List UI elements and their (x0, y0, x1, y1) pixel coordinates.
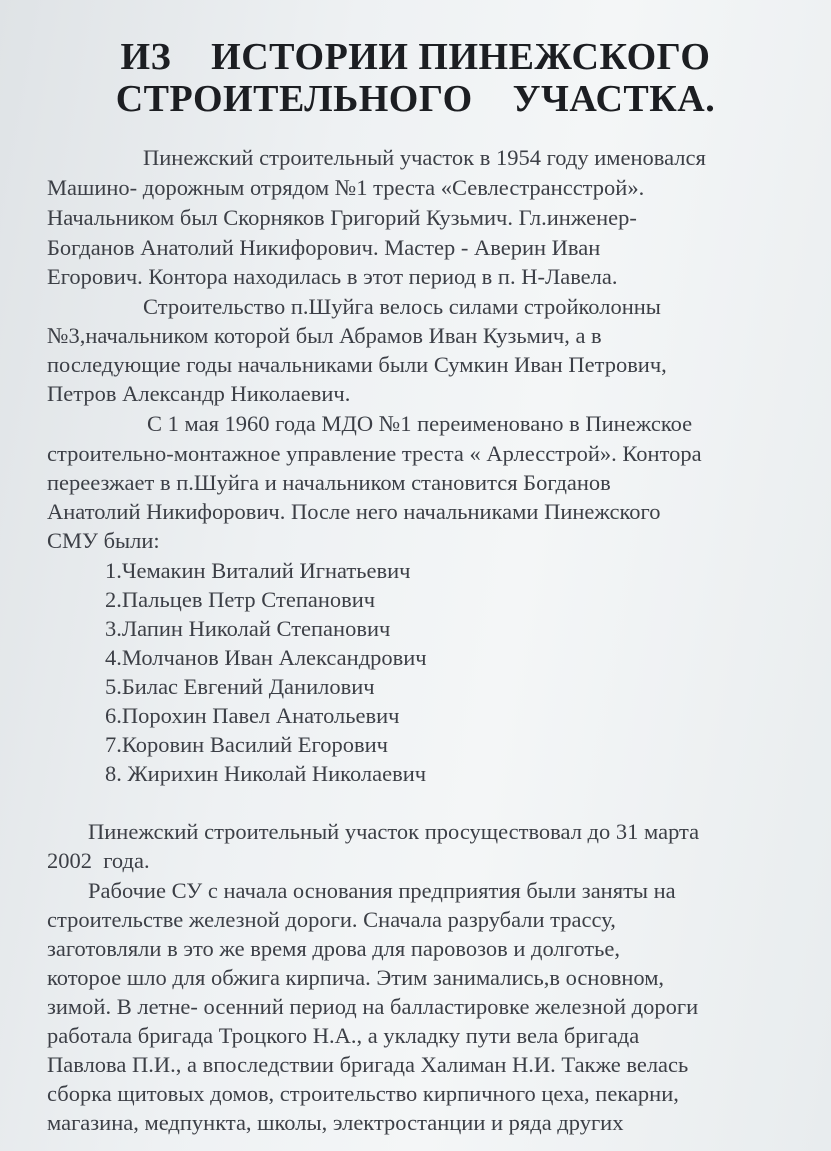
paragraph-3-line: Анатолий Никифорович. После него начальниками Пинежского (47, 499, 661, 524)
paragraph-1-line: Егорович. Контора находилась в этот период в п. Н-Лавела. (47, 264, 618, 289)
paragraph-2-line: Строительство п.Шуйга велось силами стройколонны (143, 294, 661, 319)
list-item: 6.Порохин Павел Анатольевич (105, 703, 400, 728)
list-item: 3.Лапин Николай Степанович (105, 616, 391, 641)
paragraph-5-line: Рабочие СУ с начала основания предприятия были заняты на (88, 878, 676, 903)
list-item: 2.Пальцев Петр Степанович (105, 587, 376, 612)
paragraph-3-line: СМУ были: (47, 528, 160, 553)
paragraph-1-line: Начальником был Скорняков Григорий Кузьмич. Гл.инженер- (47, 205, 637, 230)
paragraph-5-line: заготовляли в это же время дрова для паровозов и долготье, (47, 936, 620, 961)
paragraph-4-line: Пинежский строительный участок просуществовал до 31 марта (88, 819, 700, 844)
paragraph-3-line: С 1 мая 1960 года МДО №1 переименовано в Пинежское (147, 411, 693, 436)
paragraph-2-line: Петров Александр Николаевич. (47, 381, 351, 406)
paragraph-5-line: магазина, медпункта, школы, электростанции и ряда других (47, 1110, 624, 1135)
list-item: 1.Чемакин Виталий Игнатьевич (105, 558, 411, 583)
document-title-line-2: СТРОИТЕЛЬНОГО УЧАСТКА. (115, 78, 716, 120)
document-title-line-1: ИЗ ИСТОРИИ ПИНЕЖСКОГО (120, 36, 711, 78)
paragraph-1-line: Пинежский строительный участок в 1954 году именовался (143, 145, 706, 170)
list-item: 8. Жирихин Николай Николаевич (105, 761, 427, 786)
paragraph-3-line: строительно-монтажное управление треста « Арлесстрой». Контора (47, 441, 702, 466)
paragraph-2-line: №3,начальником которой был Абрамов Иван Кузьмич, а в (47, 323, 602, 348)
paragraph-5-line: сборка щитовых домов, строительство кирпичного цеха, пекарни, (47, 1081, 679, 1106)
paragraph-5-line: зимой. В летне- осенний период на балластировке железной дороги (47, 994, 699, 1019)
paragraph-5-line: работала бригада Троцкого Н.А., а укладку пути вела бригада (47, 1023, 640, 1048)
paragraph-1-line: Богданов Анатолий Никифорович. Мастер - Аверин Иван (47, 235, 601, 260)
list-item: 4.Молчанов Иван Александрович (105, 645, 427, 670)
paragraph-5-line: строительстве железной дороги. Сначала разрубали трассу, (47, 907, 616, 932)
paragraph-5-line: которое шло для обжига кирпича. Этим занимались,в основном, (47, 965, 665, 990)
paragraph-3-line: переезжает в п.Шуйга и начальником становится Богданов (47, 470, 611, 495)
paragraph-1-line: Машино- дорожным отрядом №1 треста «Севлестрансстрой». (47, 175, 645, 200)
list-item: 7.Коровин Василий Егорович (105, 732, 388, 757)
paragraph-2-line: последующие годы начальниками были Сумкин Иван Петрович, (47, 352, 667, 377)
paragraph-5-line: Павлова П.И., а впоследствии бригада Халиман Н.И. Также велась (47, 1052, 689, 1077)
list-item: 5.Билас Евгений Данилович (105, 674, 375, 699)
paragraph-4-line: 2002 года. (47, 848, 150, 873)
